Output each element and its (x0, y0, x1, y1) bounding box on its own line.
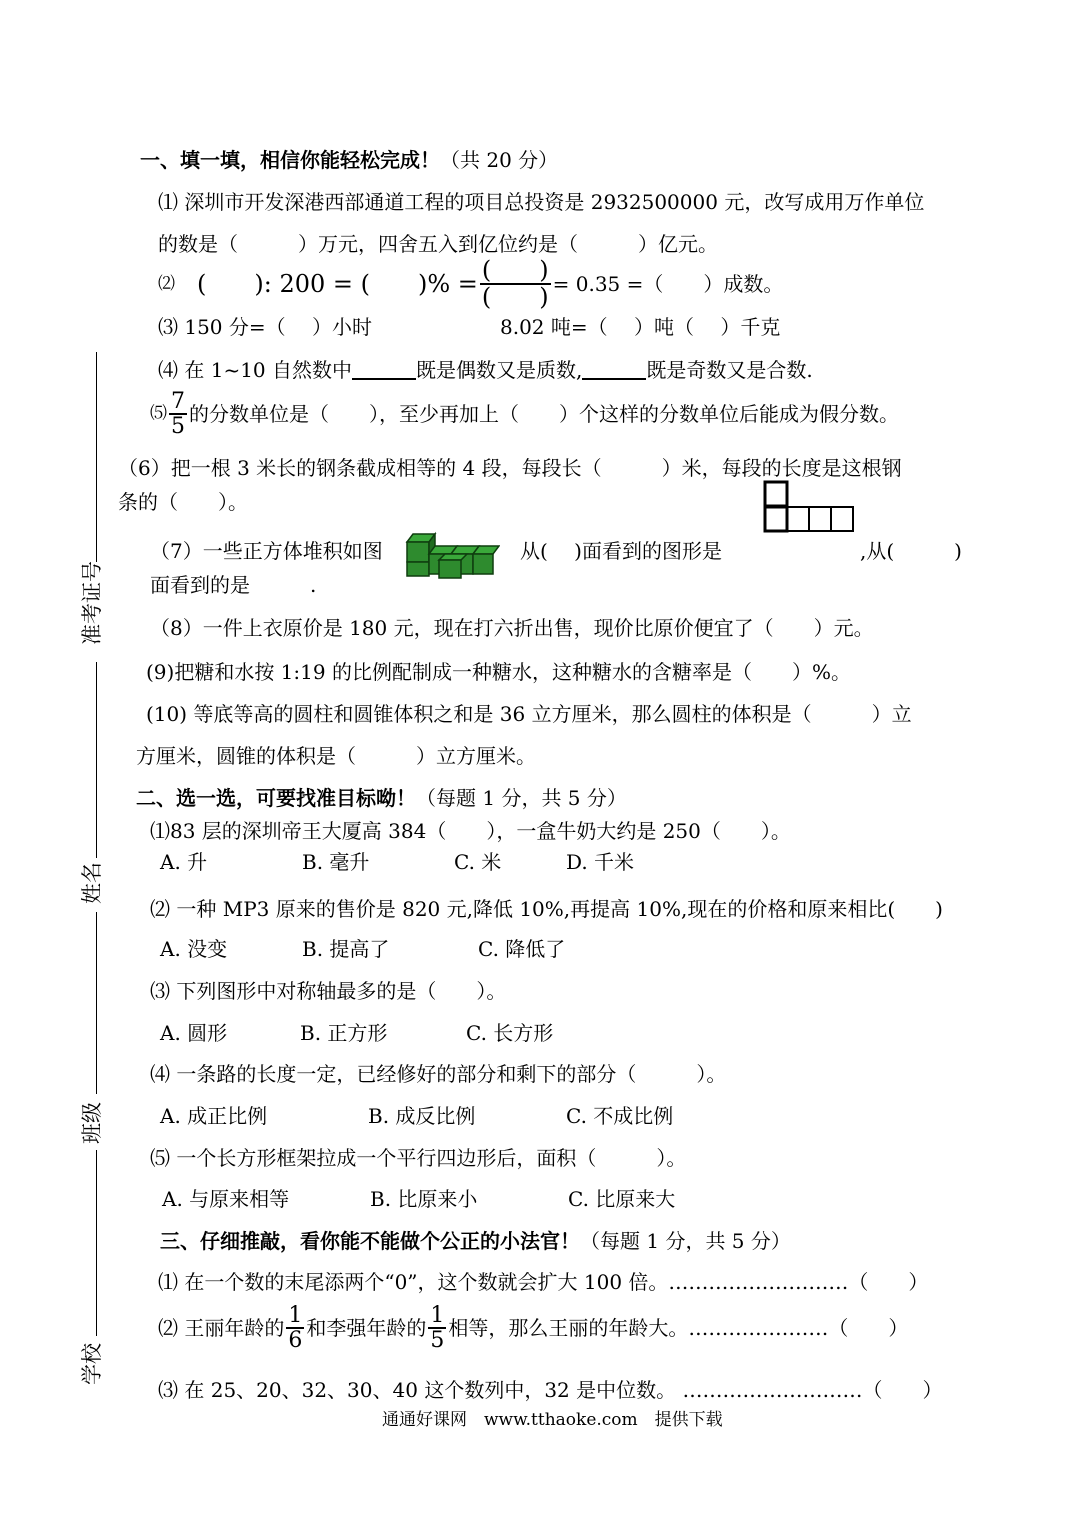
s2-q5: ⑸ 一个长方形框架拉成一个平行四边形后，面积（ ）。 (150, 1146, 687, 1170)
s2-q3-opt-a: A. 圆形 (160, 1021, 228, 1045)
binding-line-4 (96, 1150, 97, 1336)
s2-q4-opt-c: C. 不成比例 (566, 1104, 674, 1128)
s3-q2-frac1 (286, 1304, 304, 1352)
s2-q2-opt-c: C. 降低了 (478, 937, 566, 961)
s2-q1-opt-b: B. 毫升 (302, 850, 370, 874)
s2-q2: ⑵ 一种 MP3 原来的售价是 820 元,降低 10%,再提高 10%,现在的价格和原来相比( ) (150, 897, 943, 921)
section3-score: （每题 1 分，共 5 分） (580, 1229, 791, 1253)
section3-title-text: 三、仔细推敲，看你能不能做个公正的小法官！ (160, 1229, 580, 1253)
s1-q4-blank2[interactable] (582, 358, 646, 380)
section3-title (160, 1231, 791, 1251)
s1-q4-b: 既是偶数又是质数, (416, 358, 583, 382)
s2-q3-opt-b: B. 正方形 (300, 1021, 388, 1045)
s2-q1: ⑴83 层的深圳帝王大厦高 384（ ），一盒牛奶大约是 250（ ）。 (150, 819, 791, 843)
s2-q2-opt-a: A. 没变 (160, 937, 228, 961)
section1-title-text: 一、填一填，相信你能轻松完成！ (140, 148, 440, 172)
footer-text: 通通好课网 www.tthaoke.com 提供下载 (382, 1410, 723, 1430)
s1-q2-fraction (480, 258, 551, 310)
s1-q9: (9)把糖和水按 1:19 的比例配制成一种糖水，这种糖水的含糖率是（ ）%。 (146, 660, 851, 684)
name-label: 姓名 (80, 862, 104, 904)
s3-q2-frac1-num: 1 (288, 1303, 303, 1328)
s1-q1-line2: 的数是（ ）万元，四舍五入到亿位约是（ ）亿元。 (158, 232, 718, 256)
s1-q4-c: 既是奇数又是合数. (646, 358, 813, 382)
s2-q4-opt-b: B. 成反比例 (368, 1104, 476, 1128)
s1-q4-a: ⑷ 在 1~10 自然数中 (158, 358, 353, 382)
class-label: 班级 (80, 1102, 104, 1144)
s1-q4-blank1[interactable] (352, 358, 416, 380)
s1-q5-frac-num: 7 (171, 389, 185, 414)
s3-q3: ⑶ 在 25、20、32、30、40 这个数列中，32 是中位数。 ………………………（ ） (158, 1378, 943, 1402)
s1-q4 (158, 358, 813, 380)
section2-title (136, 788, 627, 808)
s2-q3-opt-c: C. 长方形 (466, 1021, 554, 1045)
s1-q7-line2: 面看到的是 . (150, 573, 317, 597)
s1-q2-part1: ( ): 200 = ( )% = (197, 270, 478, 299)
s2-q1-opt-c: C. 米 (454, 850, 502, 874)
s1-q8: （8）一件上衣原价是 180 元，现在打六折出售，现价比原价便宜了（ ）元。 (150, 616, 874, 640)
s1-q5-text: 的分数单位是（ ），至少再加上（ ）个这样的分数单位后能成为假分数。 (189, 402, 899, 427)
school-label: 学校 (80, 1343, 104, 1385)
binding-line-top (96, 352, 97, 562)
binding-line-3 (96, 912, 97, 1094)
s1-q2-frac-num: ( ) (481, 256, 549, 284)
s1-q5-label: ⑸ (150, 403, 167, 424)
exam-number-label: 准考证号 (80, 561, 104, 645)
s3-q2-frac2 (428, 1304, 446, 1352)
view-grid-figure (763, 480, 857, 534)
s2-q5-opt-c: C. 比原来大 (568, 1187, 676, 1211)
section1-title (140, 150, 558, 170)
s2-q4-opt-a: A. 成正比例 (160, 1104, 268, 1128)
s1-q3b: 8.02 吨=（ ）吨（ ）千克 (500, 315, 781, 339)
s2-q5-opt-a: A. 与原来相等 (162, 1187, 290, 1211)
s1-q6-line2: 条的（ ）。 (118, 490, 248, 514)
s1-q3a: ⑶ 150 分=（ ）小时 (158, 315, 373, 339)
section2-title-text: 二、选一选，可要找准目标呦！ (136, 786, 416, 810)
s1-q5 (150, 390, 899, 438)
s3-q2-frac2-num: 1 (430, 1303, 445, 1328)
section2-score: （每题 1 分，共 5 分） (416, 786, 627, 810)
s3-q1: ⑴ 在一个数的末尾添两个“0”，这个数就会扩大 100 倍。………………………（ ） (158, 1270, 929, 1294)
s2-q1-opt-a: A. 升 (160, 850, 208, 874)
s3-q2 (158, 1304, 908, 1352)
s2-q5-opt-b: B. 比原来小 (370, 1187, 478, 1211)
binding-line-2 (96, 662, 97, 858)
s2-q3: ⑶ 下列图形中对称轴最多的是（ ）。 (150, 979, 507, 1003)
s1-q2-part2: = 0.35 =（ ）成数。 (552, 272, 784, 297)
section1-score: （共 20 分） (440, 148, 559, 172)
s1-q5-frac-den: 5 (171, 414, 185, 440)
s1-q7b: 从( )面看到的图形是 (520, 539, 722, 563)
s3-q2-c: 相等，那么王丽的年龄大。…………………（ ） (448, 1316, 909, 1341)
s1-q2-frac-den: ( ) (481, 283, 549, 312)
s1-q10-line2: 方厘米，圆锥的体积是（ ）立方厘米。 (136, 744, 536, 768)
s1-q2-label: ⑵ (158, 273, 175, 294)
s1-q2 (158, 258, 783, 310)
s3-q2-frac2-den: 5 (430, 1328, 445, 1354)
s1-q7a: （7）一些正方体堆积如图 (150, 539, 383, 563)
s2-q1-opt-d: D. 千米 (566, 850, 635, 874)
s3-q2-frac1-den: 6 (288, 1328, 303, 1354)
s1-q6-line1: （6）把一根 3 米长的钢条截成相等的 4 段，每段长（ ）米，每段的长度是这根钢 (118, 456, 902, 480)
cube-stack-figure (405, 530, 500, 580)
s3-q2-a: ⑵ 王丽年龄的 (158, 1316, 285, 1341)
s3-q2-b: 和李强年龄的 (306, 1316, 427, 1341)
s2-q2-opt-b: B. 提高了 (302, 937, 390, 961)
s1-q5-fraction (169, 390, 187, 438)
s1-q10-line1: (10) 等底等高的圆柱和圆锥体积之和是 36 立方厘米，那么圆柱的体积是（ ）立 (146, 702, 912, 726)
s1-q1-line1: ⑴ 深圳市开发深港西部通道工程的项目总投资是 2932500000 元，改写成用万作单位 (158, 190, 925, 214)
s1-q7c: ,从( ) (860, 539, 962, 563)
s2-q4: ⑷ 一条路的长度一定，已经修好的部分和剩下的部分（ ）。 (150, 1062, 727, 1086)
